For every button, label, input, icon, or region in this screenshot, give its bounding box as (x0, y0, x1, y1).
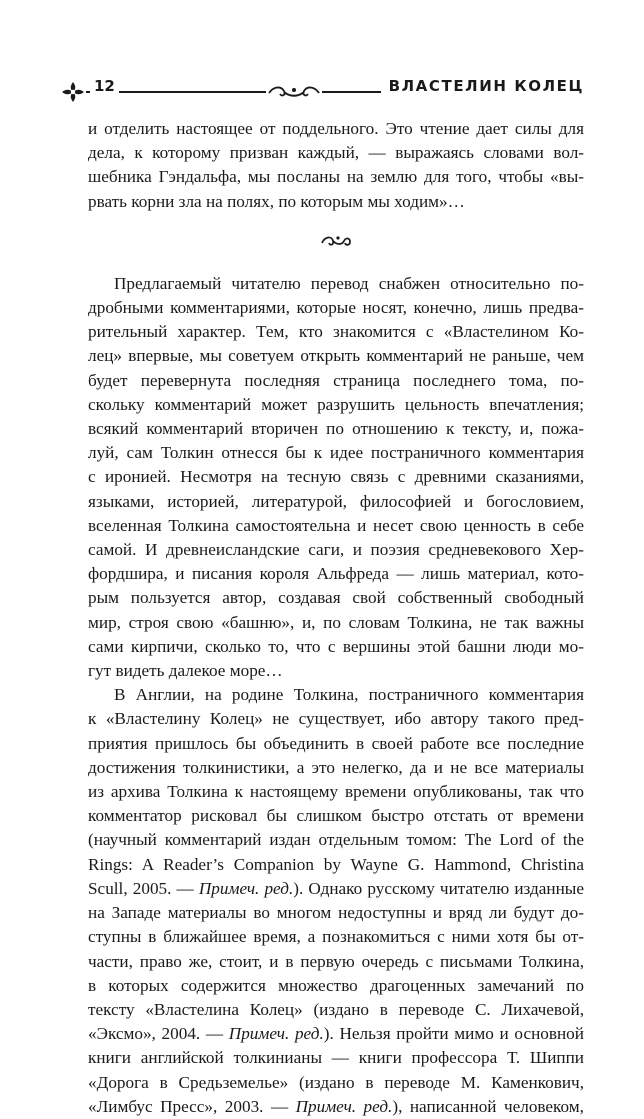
text-line: фордшира, и писания короля Альфреда — лишь материал, кото- (88, 564, 584, 584)
scroll-flourish-icon (266, 84, 322, 100)
text-line: мир, строя свою «башню», и, по словам Толкина, не так важны (88, 612, 584, 632)
text-line: ступны в ближайшее время, а познакомиться с ними хотя бы от- (88, 927, 584, 947)
running-title: ВЛАСТЕЛИН КОЛЕЦ (381, 77, 584, 95)
body-text (88, 117, 584, 1119)
text-line: дробными комментариями, которые носят, конечно, лишь предва- (88, 298, 584, 318)
text-line: комментатор рисковал бы слишком быстро отстать от времени (88, 806, 584, 826)
section-divider (88, 214, 584, 272)
text-line: лец» впервые, мы советуем открыть комментарий не раньше, чем (88, 346, 584, 366)
text-line: скольку комментарий может разрушить цельность впечатления; (88, 394, 584, 414)
text-line: на Западе материалы во многом недоступны и вряд ли будут до- (88, 903, 584, 923)
text-line: гут видеть далекое море… (88, 661, 283, 681)
text-line: луй, сам Толкин отнесся бы к идее постраничного комментария (88, 443, 584, 463)
text-line: к «Властелину Колец» не существует, ибо автору такого пред- (88, 709, 584, 729)
paragraph (88, 117, 584, 214)
text-line: части, право же, стоит, и в первую очередь с письмами Толкина, (88, 951, 584, 971)
text-line: рым пользуется автор, создавая свой собственный свободный (88, 588, 584, 608)
text-line: книги английской толкинианы — книги профессора Т. Шиппи (88, 1048, 584, 1068)
text-line: рительный характер. Тем, кто знакомится с «Властелином Ко- (88, 322, 584, 342)
section-divider-icon (320, 233, 352, 249)
text-line: вселенная Толкина самостоятельна и несет свою ценность в себе (88, 515, 584, 535)
text-line: Rings: A Reader’s Companion by Wayne G. Hammond, Christina (88, 854, 584, 874)
text-line: и отделить настоящее от поддельного. Это чтение дает силы для (88, 119, 584, 138)
running-header (60, 74, 584, 108)
text-line: рвать корни зла на полях, по которым мы ходим»… (88, 191, 465, 211)
text-line: «Эксмо», 2004. — Примеч. ред.). Нельзя пройти мимо и основной (88, 1024, 584, 1044)
text-line: шебника Гэндальфа, мы посланы на землю для того, чтобы «вы- (88, 167, 584, 187)
text-line: языками, историей, литературой, философией и богословием, (88, 491, 584, 511)
text-line: приятия пришлось бы объединить в своей работе все последние (88, 733, 584, 753)
editor-note: Примеч. ред. (198, 878, 294, 898)
text-line: дела, к которому призван каждый, — выражаясь словами вол- (88, 143, 584, 163)
text-line: «Лимбус Пресс», 2003. — Примеч. ред.), написанной человеком, (88, 1096, 584, 1116)
editor-note: Примеч. ред. (228, 1024, 324, 1044)
text-line: «Дорога в Средьземелье» (издано в переводе М. Каменкович, (88, 1072, 584, 1092)
text-line: Предлагаемый читателю перевод снабжен относительно по- (114, 273, 584, 293)
text-line: всякий комментарий вторичен по отношению к тексту, и, пожа- (88, 419, 584, 439)
fleuron-icon (60, 80, 86, 104)
text-line: достижения толкинистики, а это нелегко, да и не все материалы (88, 757, 584, 777)
text-line: будет перевернута последняя страница последнего тома, по- (88, 370, 584, 390)
editor-note: Примеч. ред. (295, 1096, 393, 1116)
text-line: из архива Толкина к настоящему времени опубликованы, так что (88, 782, 584, 802)
text-line: самой. И древнеисландские саги, и поэзия средневекового Хер- (88, 540, 584, 560)
page-number: 12 (90, 77, 119, 95)
text-line: В Англии, на родине Толкина, постраничного комментария (114, 685, 584, 705)
text-line: (научный комментарий издан отдельным томом: The Lord of the (88, 830, 584, 850)
text-line: сами кирпичи, сколько то, что с вершины этой башни люди мо- (88, 636, 584, 656)
text-line: в которых содержится множество драгоценных замечаний по (88, 975, 584, 995)
text-line: Scull, 2005. — Примеч. ред.). Однако русскому читателю изданные (88, 878, 584, 898)
text-line: с иронией. Несмотря на тесную связь с древними сказаниями, (88, 467, 584, 487)
paragraph (88, 683, 584, 1119)
text-line: тексту «Властелина Колец» (издано в переводе С. Лихачевой, (88, 999, 584, 1019)
paragraph (88, 272, 584, 683)
